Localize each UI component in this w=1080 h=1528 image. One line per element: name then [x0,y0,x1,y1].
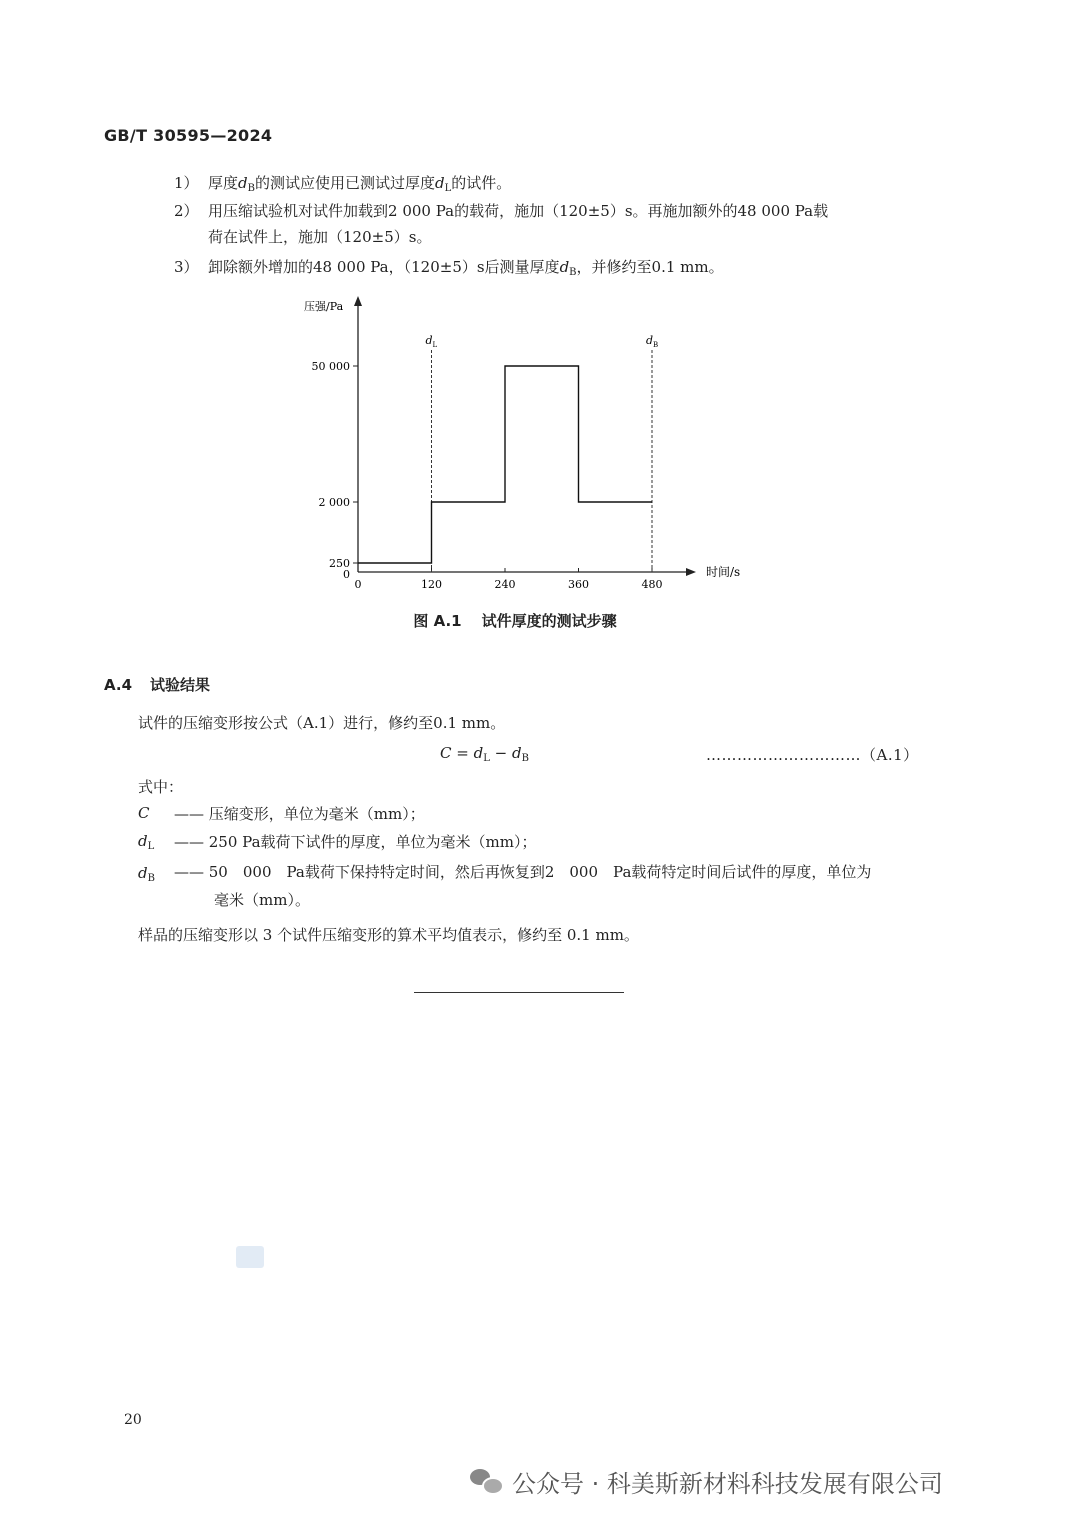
x-axis-arrow [686,568,696,576]
formula-number: …………………………（A.1） [706,746,919,764]
closing-paragraph: 样品的压缩变形以 3 个试件压缩变形的算术平均值表示，修约至 0.1 mm。 [138,926,639,944]
y-tick-label: 50 000 [311,360,350,373]
marker-label: $d_L$ [425,334,438,349]
wechat-icon [470,1469,502,1495]
figure-caption [0,610,1030,631]
y-tick-label: 0 [343,568,350,581]
footer-watermark [470,1464,943,1499]
end-rule [414,992,624,993]
y-tick-label: 2 000 [318,496,350,509]
section-intro: 试件的压缩变形按公式（A.1）进行，修约至0.1 mm。 [138,714,506,732]
figure-caption-label: 图 A.1 [413,612,462,630]
page-number: 20 [124,1412,142,1428]
step-1: 1） 厚度$d_B$的测试应使用已测试过厚度$d_L$的试件。 [174,174,512,194]
section-title: 试验结果 [150,676,211,694]
step-3: 3） 卸除额外增加的48 000 Pa，（120±5）s后测量厚度$d_B$，并修约至0.1 mm。 [174,258,724,278]
footer-text: 公众号 · 科美斯新材料科技发展有限公司 [512,1470,943,1498]
formula: $C = d_L - d_B$ [440,744,529,764]
def-desc-db: —— 50 000 Pa载荷下保持特定时间，然后再恢复到2 000 Pa载荷特定时间后试件的厚度，单位为 毫米（mm）。 [174,863,872,909]
x-tick-label: 0 [354,578,362,591]
watermark-stamp [236,1246,264,1268]
y-axis-label: 压强/Pa [304,300,344,313]
def-desc-dl: —— 250 Pa载荷下试件的厚度，单位为毫米（mm）； [174,833,537,851]
where-label: 式中： [138,778,184,796]
pressure-time-chart [290,286,770,602]
def-symbol-dl: $d_L$ [138,832,155,852]
marker-label: $d_B$ [646,334,659,349]
figure-caption-title: 试件厚度的测试步骤 [481,612,617,630]
section-number: A.4 [104,676,133,694]
standard-code: GB/T 30595—2024 [104,126,273,145]
def-symbol-db: $d_B$ [138,864,155,884]
step-2: 2） 用压缩试验机对试件加载到2 000 Pa的载荷，施加（120±5）s。再施加额外的48 000 Pa载 荷在试件上，施加（120±5）s。 [174,202,829,246]
pressure-series-line [358,366,652,563]
def-symbol-c: C [138,804,150,822]
section-heading [104,674,210,695]
y-tick-label: 250 [329,557,350,570]
y-axis-arrow [354,296,362,306]
x-tick-label: 480 [641,578,663,591]
x-tick-label: 360 [568,578,589,591]
x-axis-label: 时间/s [706,565,741,579]
x-tick-label: 120 [421,578,442,591]
def-desc-c: —— 压缩变形，单位为毫米（mm）； [174,805,425,823]
x-tick-label: 240 [494,578,516,591]
